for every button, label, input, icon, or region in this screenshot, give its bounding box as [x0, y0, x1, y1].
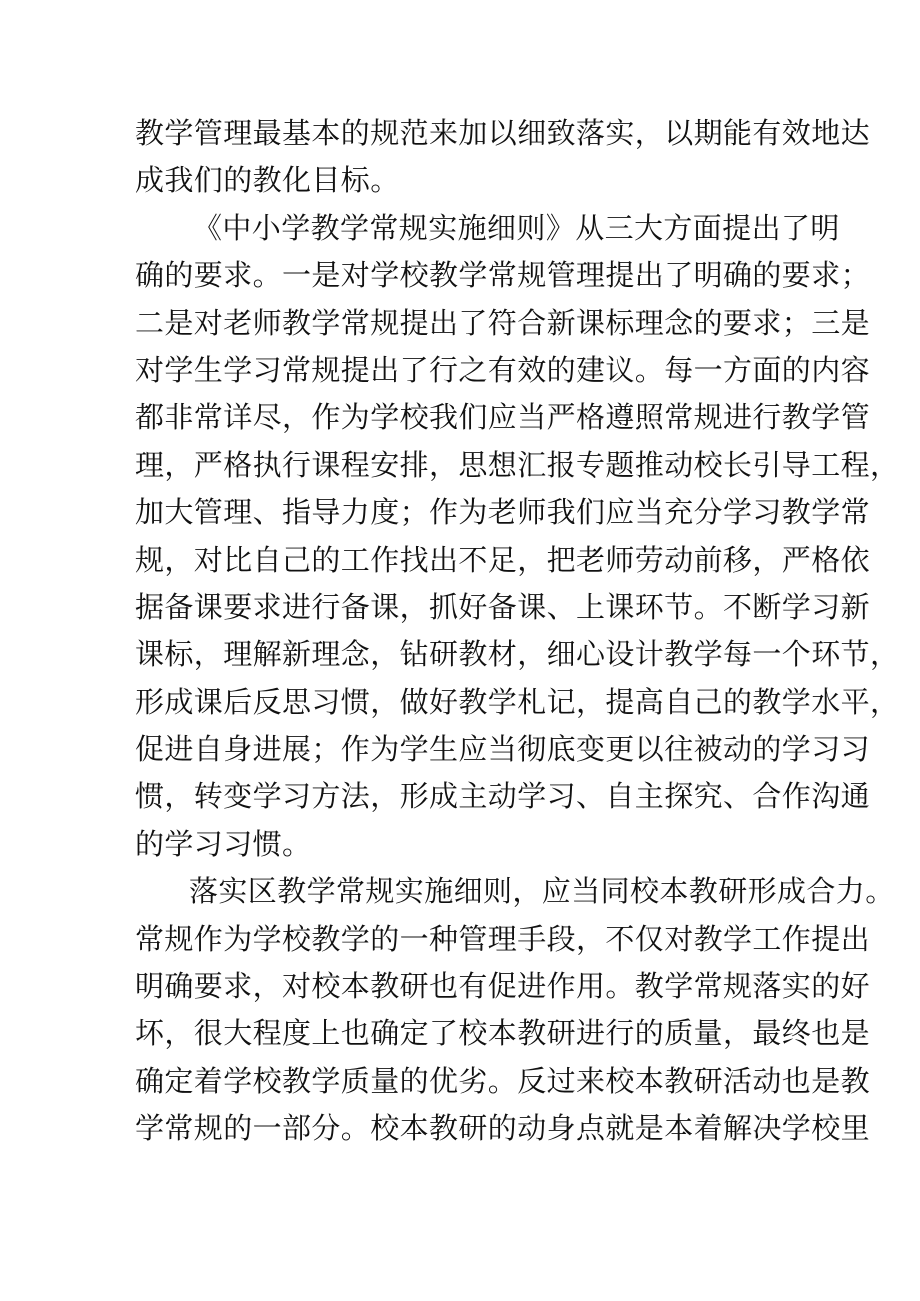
text-line: 二是对老师教学常规提出了符合新课标理念的要求；三是 — [135, 305, 871, 340]
paragraph-start-line: 《中小学教学常规实施细则》从三大方面提出了明 — [193, 210, 840, 245]
text-line: 确的要求。一是对学校教学常规管理提出了明确的要求； — [135, 258, 871, 293]
text-line: 加大管理、指导力度；作为老师我们应当充分学习教学常 — [135, 495, 871, 530]
text-line: 理，严格执行课程安排，思想汇报专题推动校长引导工程， — [135, 447, 900, 482]
text-line: 的学习习惯。 — [135, 826, 312, 861]
text-line: 学常规的一部分。校本教研的动身点就是本着解决学校里 — [135, 1111, 871, 1146]
text-line: 课标，理解新理念，钻研教材，细心设计教学每一个环节， — [135, 637, 900, 672]
text-line: 明确要求，对校本教研也有促进作用。教学常规落实的好 — [135, 969, 871, 1004]
text-line: 都非常详尽，作为学校我们应当严格遵照常规进行教学管 — [135, 400, 871, 435]
text-line: 据备课要求进行备课，抓好备课、上课环节。不断学习新 — [135, 589, 871, 624]
text-line: 形成课后反思习惯，做好教学札记，提高自己的教学水平， — [135, 684, 900, 719]
text-line: 确定着学校教学质量的优劣。反过来校本教研活动也是教 — [135, 1063, 871, 1098]
text-line: 教学管理最基本的规范来加以细致落实，以期能有效地达 — [135, 116, 871, 150]
text-line: 成我们的教化目标。 — [135, 163, 400, 198]
text-line: 规，对比自己的工作找出不足，把老师劳动前移，严格依 — [135, 542, 871, 577]
text-line: 促进自身进展；作为学生应当彻底变更以往被动的学习习 — [135, 732, 871, 767]
text-line: 对学生学习常规提出了行之有效的建议。每一方面的内容 — [135, 352, 871, 387]
text-line: 常规作为学校教学的一种管理手段，不仅对教学工作提出 — [135, 921, 871, 956]
text-line: 坏，很大程度上也确定了校本教研进行的质量，最终也是 — [135, 1016, 871, 1051]
text-line: 惯，转变学习方法，形成主动学习、自主探究、合作沟通 — [135, 779, 871, 814]
document-body — [135, 110, 900, 1153]
paragraph-start-line: 落实区教学常规实施细则，应当同校本教研形成合力。 — [189, 874, 895, 909]
